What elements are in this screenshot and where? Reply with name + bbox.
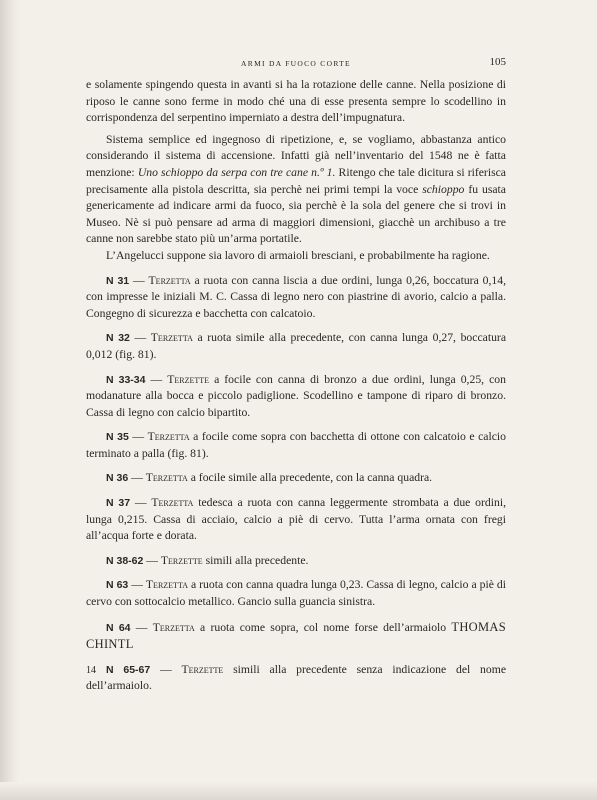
paragraph-1: e solamente spingendo questa in avanti si ha la rotazione delle canne. Nella posizione di riposo le canne sono ferme in modo ché una di esse presenta sempre lo scodellino in corrispondenza del serpentino imperniato a destra dell’impugnatura. [86,78,506,125]
entry-dash: — [143,553,161,567]
catalog-entry [86,330,506,363]
entry-dash: — [128,578,146,592]
entry-number: N 37 [106,497,131,510]
entry-number: N 33-34 [106,373,146,386]
entry-term: Terzetta [148,273,191,287]
page-header [86,56,506,70]
running-title: ARMI DA FUOCO CORTE [241,59,351,68]
entry-dash: — [130,620,153,634]
signature-mark: 14 [86,665,96,676]
entry-text: a ruota simile alla precedente, con canna lunga 0,27, boccatura 0,012 (fig. 81). [86,331,507,361]
entry-text: a ruota con canna quadra lunga 0,23. Cassa di legno, calcio a piè di cervo con sottocalcio metallico. Gancio sulla guancia sinistra. [86,578,506,609]
paragraph-2 [86,132,506,248]
maker-name: THOMAS CHINTL [86,619,506,652]
entry-term: Terzetta [145,578,188,592]
catalog-entry [86,429,506,462]
entry-term: Terzetta [151,496,194,510]
term-schioppo: schioppo [422,182,465,196]
entry-term: Terzette [160,553,203,567]
catalog-entry [86,495,506,545]
page-bottom-shadow [0,782,597,800]
entry-number: N 36 [106,472,129,485]
entry-number: N 31 [106,274,130,287]
entry-dash: — [145,372,168,386]
entry-dash: — [150,662,182,676]
paragraph-2-text-b: Ritengo che tale dicitura si riferisca precisamente alla pistola descritta, sia perchè nei primi tempi la voce [86,165,506,196]
entry-term: Terzetta [145,471,188,485]
entry-text: a ruota come sopra, col nome forse dell’armaiolo [194,620,452,634]
entry-text: a focile simile alla precedente, con la canna quadra. [187,471,433,485]
catalog-entry [86,273,506,323]
catalog-entry [86,470,506,487]
paragraph-2-text-a: Sistema semplice ed ingegnoso di ripetizione, e, se vogliamo, abbastanza antico considerando il sistema di accensione. Infatti già nell’inventario del 1548 ne è fatta menzione: [86,132,506,179]
body-text [86,77,506,695]
entry-number: N 32 [106,332,130,345]
entry-text: simili alla precedente. [202,553,309,567]
paragraph-3: L’Angelucci suppone sia lavoro di armaioli bresciani, e probabilmente ha ragione. [106,248,490,262]
catalog-entry [86,372,506,422]
entry-dash: — [128,471,146,485]
entry-number: N 64 [106,621,131,634]
entry-term: Terzette [181,662,224,676]
catalog-entry [86,662,506,695]
entry-dash: — [130,496,152,510]
entry-text: a focile come sopra con bacchetta di ottone con calcatoio e calcio terminato a palla (fig. 81). [86,430,507,460]
page-edge-shadow [0,0,20,800]
entry-text: a ruota con canna liscia a due ordini, lunga 0,26, boccatura 0,14, con impresse le iniziali M. C. Cassa di legno nero con piastrine di avorio, calcio a palla. Congegno di sicurezza e bacchetta con calcatoio. [86,273,506,320]
entry-number: N 65-67 [106,663,151,676]
paragraph-2-text-c: fu usata genericamente ad indicare armi da fuoco, sia perchè è la sola del genere che si trovi in Museo. Nè si può pensare ad arma di maggiori dimensioni, giacchè un archibuso a tre canne non sarebbe stato più un’arma portatile. [86,182,506,246]
catalog-entry [86,577,506,610]
entry-number: N 63 [106,579,129,592]
entry-text: simili alla precedente senza indicazione del nome dell’armaiolo. [86,662,507,693]
inventory-quote: Uno schioppo da serpa con tre cane n.º 1. [137,165,336,179]
entry-text: a focile con canna di bronzo a due ordini, lunga 0,25, con modanature alla bocca e piccolo padiglione. Scodellino e tampone di riparo di bronzo. Cassa di legno con calcio bipartito. [86,372,506,419]
entry-dash: — [128,430,148,444]
entry-term: Terzetta [147,430,190,444]
catalog-entry [86,553,506,570]
catalog-entry [86,619,506,654]
entry-term: Terzette [167,372,210,386]
entry-dash: — [129,273,149,287]
entry-number: N 38-62 [106,554,144,567]
entry-text: tedesca a ruota con canna leggermente strombata a due ordini, lunga 0,215. Cassa di acciaio, calcio a piè di cervo. Tutta l’arma ornata con fregi all’acqua forte e dorata. [86,496,507,543]
entry-dash: — [129,331,151,345]
entry-term: Terzetta [150,331,193,345]
page-number: 105 [489,56,506,68]
entry-number: N 35 [106,431,129,444]
entry-term: Terzetta [152,620,195,634]
